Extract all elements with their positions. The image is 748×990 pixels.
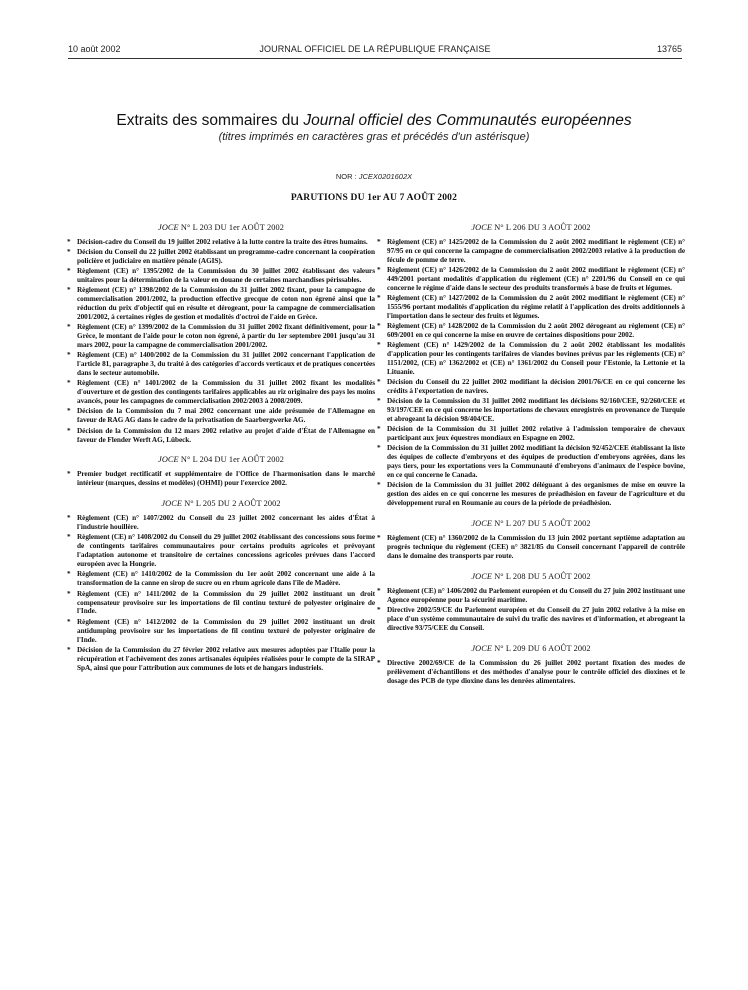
list-item <box>67 618 375 645</box>
asterisk-bullet: * <box>67 267 71 276</box>
item-title: Décision du Conseil du 22 juillet 2002 établissant un programme-cadre concernant la coopération policière et judiciaire en matière pénale (AGIS). <box>77 248 375 266</box>
joce-label: JOCE <box>471 519 493 529</box>
item-title: Règlement (CE) n° 1408/2002 du Conseil du 29 juillet 2002 établissant des concessions sous forme de contingents tarifaires communautaires pour certains produits agricoles et prévoyant l'adaptation autonome et transitoire de certaines concessions agricoles prévues dans l'accord européen avec la Hongrie. <box>77 533 375 569</box>
list-item <box>377 322 685 340</box>
page-title <box>60 112 688 130</box>
asterisk-bullet: * <box>377 238 381 246</box>
list-item <box>377 659 685 686</box>
item-title: Règlement (CE) n° 1395/2002 de la Commission du 30 juillet 2002 établissant des valeurs unitaires pour la détermination de la valeur en douane de certaines marchandises périssables. <box>77 267 375 285</box>
asterisk-bullet: * <box>67 323 71 332</box>
asterisk-bullet: * <box>377 341 381 350</box>
joce-label: JOCE <box>161 499 183 509</box>
joce-label: JOCE <box>471 644 493 654</box>
asterisk-bullet: * <box>67 407 71 416</box>
item-title: Règlement (CE) n° 1411/2002 de la Commission du 29 juillet 2002 instituant un droit compensateur provisoire sur les importations de fil continu texturé de polyester originaire de l'Inde. <box>77 589 375 616</box>
asterisk-bullet: * <box>67 238 71 246</box>
asterisk-bullet: * <box>377 425 381 434</box>
section-item-list <box>377 587 685 633</box>
title-text: Extraits des sommaires du <box>116 112 304 129</box>
item-title: Règlement (CE) n° 1400/2002 de la Commission du 31 juillet 2002 concernant l'application de l'article 81, paragraphe 3, du traité à des catégories d'accords verticaux et de pratiques concertées dans le secteur automobile. <box>77 351 375 378</box>
section-item-list <box>377 238 685 508</box>
list-item <box>377 481 685 508</box>
section-item-list <box>377 659 685 686</box>
item-title: Directive 2002/69/CE de la Commission du 26 juillet 2002 portant fixation des modes de prélèvement d'échantillons et des méthodes d'analyse pour le contrôle officiel des dioxines et le dosage des PCB de type dioxine dans les denrées alimentaires. <box>387 659 685 686</box>
asterisk-bullet: * <box>377 606 381 615</box>
joce-label: JOCE <box>471 223 493 232</box>
list-item <box>67 427 375 445</box>
asterisk-bullet: * <box>67 645 71 654</box>
section-issue: N° L 205 DU 2 AOÛT 2002 <box>182 499 281 509</box>
nor-value: JCEX0201602X <box>358 172 413 181</box>
section-heading <box>67 454 375 465</box>
list-item <box>377 425 685 443</box>
item-title: Décision de la Commission du 31 juillet 2002 relative à l'admission temporaire de chevaux participant aux jeux équestres mondiaux en Espagne en 2002. <box>387 425 685 443</box>
issue-date: 10 août 2002 <box>68 44 121 54</box>
nor-reference <box>0 172 748 181</box>
asterisk-bullet: * <box>67 570 71 579</box>
asterisk-bullet: * <box>67 589 71 598</box>
asterisk-bullet: * <box>67 470 71 479</box>
section-item-list <box>67 470 375 488</box>
section-issue: N° L 203 DU 1er AOÛT 2002 <box>178 223 284 232</box>
section-issue: N° L 207 DU 5 AOÛT 2002 <box>492 519 591 529</box>
item-title: Règlement (CE) n° 1360/2002 de la Commission du 13 juin 2002 portant septième adaptation au progrès technique du règlement (CEE) n° 3821/85 du Conseil concernant l'appareil de contrôle dans le domaine des transports par route. <box>387 534 685 561</box>
asterisk-bullet: * <box>67 248 71 257</box>
asterisk-bullet: * <box>67 351 71 360</box>
list-item <box>377 534 685 561</box>
item-title: Règlement (CE) n° 1407/2002 du Conseil du 23 juillet 2002 concernant les aides d'État à l'industrie houillère. <box>77 514 375 532</box>
item-title: Règlement (CE) n° 1425/2002 de la Commission du 2 août 2002 modifiant le règlement (CE) n° 97/95 en ce qui concerne la campagne de commercialisation 2002/2003 relative à la production de fécule de pomme de terre. <box>387 238 685 264</box>
item-title: Premier budget rectificatif et supplémentaire de l'Office de l'harmonisation dans le marché intérieur (marques, dessins et modèles) (OHMI) pour l'exercice 2002. <box>77 470 375 488</box>
page-number: 13765 <box>656 44 682 54</box>
item-title: Règlement (CE) n° 1429/2002 de la Commission du 2 août 2002 établissant les modalités d'application pour les contingents tarifaires de viandes bovines prévus par les règlements (CE) n° 1151/2002, (CE) n° 1362/2002 et (CE) n° 1361/2002 du Conseil pour l'Estonie, la Lettonie et la Lituanie. <box>387 341 685 377</box>
right-column <box>377 222 685 687</box>
list-item <box>377 238 685 265</box>
item-title: Règlement (CE) n° 1398/2002 de la Commission du 31 juillet 2002 fixant, pour la campagne de commercialisation 2001/2002, la production effective grecque de coton non égrené ainsi que la réduction du prix d'objectif qui en résulte et dérogeant, pour la campagne de commercialisation 2001/2002, à certaines règles de gestion et modalités d'octroi de l'aide en Grèce. <box>77 286 375 322</box>
list-item <box>67 514 375 532</box>
list-item <box>67 570 375 588</box>
list-item <box>67 379 375 406</box>
item-title: Règlement (CE) n° 1428/2002 de la Commission du 2 août 2002 dérogeant au règlement (CE) n° 609/2001 en ce qui concerne la mise en œuvre de certaines dispositions pour 2002. <box>387 322 685 340</box>
item-title: Règlement (CE) n° 1399/2002 de la Commission du 31 juillet 2002 fixant définitivement, pour la Grèce, le montant de l'aide pour le coton non égrené, à partir du 1er septembre 2001 jusqu'au 31 mars 2002, pour la campagne de commercialisation 2001/2002. <box>77 323 375 350</box>
asterisk-bullet: * <box>67 286 71 295</box>
asterisk-bullet: * <box>377 397 381 406</box>
parutions-heading: PARUTIONS DU 1er AU 7 AOÛT 2002 <box>290 193 458 203</box>
item-title: Règlement (CE) n° 1410/2002 de la Commission du 1er août 2002 concernant une aide à la transformation de la canne en sirop de sucre ou en rhum agricole dans l'île de Madère. <box>77 570 375 588</box>
left-column <box>67 222 375 674</box>
joce-label: JOCE <box>158 455 179 465</box>
item-title: Décision de la Commission du 12 mars 2002 relative au projet d'aide d'État de l'Allemagne en faveur de Flender Werft AG, Lübeck. <box>77 426 375 444</box>
list-item <box>67 248 375 266</box>
list-item <box>377 587 685 605</box>
section-heading <box>377 518 685 529</box>
item-title: Décision de la Commission du 31 juillet 2002 déléguant à des organismes de mise en œuvre la gestion des aides en ce qui concerne les mesures de préadhésion en faveur de l'agriculture et du développement rural en Roumanie au cours de la période de préadhésion. <box>387 481 685 508</box>
item-title: Décision de la Commission du 27 février 2002 relative aux mesures adoptées par l'Italie pour la récupération et l'achèvement des zones artisanales équipées réalisées pour le compte de la SIRAP SpA, ainsi que pour l'attribution aux communes de lots et de hangars industriels. <box>77 645 375 672</box>
asterisk-bullet: * <box>377 378 381 387</box>
list-item <box>67 286 375 322</box>
item-title: Décision-cadre du Conseil du 19 juillet 2002 relative à la lutte contre la traite des êtres humains. <box>77 238 368 246</box>
list-item <box>377 444 685 480</box>
nor-label: NOR : <box>335 172 359 181</box>
item-title: Règlement (CE) n° 1401/2002 de la Commission du 31 juillet 2002 fixant les modalités d'ouverture et de gestion des contingents tarifaires applicables au riz originaire des pays les moins avancés, pour les campagnes de commercialisation 2002/2003 à 2008/2009. <box>77 379 375 406</box>
section-heading <box>377 643 685 654</box>
list-item <box>67 646 375 673</box>
asterisk-bullet: * <box>377 587 381 596</box>
list-item <box>67 267 375 285</box>
list-item <box>377 341 685 377</box>
asterisk-bullet: * <box>67 379 71 388</box>
section-item-list <box>67 238 375 444</box>
journal-name: JOURNAL OFFICIEL DE LA RÉPUBLIQUE FRANÇAISE <box>259 44 491 54</box>
section-heading <box>67 498 375 509</box>
joce-label: JOCE <box>471 572 493 582</box>
item-title: Décision de la Commission du 7 mai 2002 concernant une aide présumée de l'Allemagne en faveur de RAG AG dans le cadre de la privatisation de Saarbergwerke AG. <box>77 407 375 425</box>
item-title: Règlement (CE) n° 1426/2002 de la Commission du 2 août 2002 modifiant le règlement (CE) n° 449/2001 portant modalités d'application du règlement (CE) n° 2201/96 du Conseil en ce qui concerne le régime d'aide dans le secteur des produits transformés à base de fruits et légumes. <box>387 266 685 292</box>
item-title: Décision de la Commission du 31 juillet 2002 modifiant les décisions 92/160/CEE, 92/260/CEE et 93/197/CEE en ce qui concerne les importations de chevaux enregistrés en provenance de Turquie et abrogeant la décision 98/404/CE. <box>387 397 685 424</box>
section-heading <box>377 571 685 582</box>
section-issue: N° L 204 DU 1er AOÛT 2002 <box>178 455 284 465</box>
list-item <box>67 323 375 350</box>
running-head <box>68 44 682 58</box>
list-item <box>67 470 375 488</box>
joce-label: JOCE <box>158 223 179 232</box>
item-title: Directive 2002/59/CE du Parlement européen et du Conseil du 27 juin 2002 relative à la mise en place d'un système communautaire de suivi du trafic des navires et d'information, et abrogeant la directive 93/75/CEE du Conseil. <box>387 606 685 633</box>
asterisk-bullet: * <box>377 266 381 275</box>
list-item <box>67 238 375 247</box>
asterisk-bullet: * <box>67 426 71 435</box>
item-title: Décision de la Commission du 31 juillet 2002 modifiant la décision 92/452/CEE établissant la liste des équipes de collecte d'embryons et des équipes de production d'embryons agréées, dans les pays tiers, pour les exportations vers la Communauté d'embryons d'animaux de l'espèce bovine, en ce qui concerne le Canada. <box>387 444 685 480</box>
asterisk-bullet: * <box>67 514 71 523</box>
section-issue: N° L 208 DU 5 AOÛT 2002 <box>492 572 591 582</box>
page-subtitle: (titres imprimés en caractères gras et précédés d'un astérisque) <box>218 131 530 143</box>
asterisk-bullet: * <box>377 322 381 331</box>
item-title: Décision du Conseil du 22 juillet 2002 modifiant la décision 2001/76/CE en ce qui concerne les crédits à l'exportation de navires. <box>387 378 685 396</box>
list-item <box>377 378 685 396</box>
section-item-list <box>67 514 375 672</box>
list-item <box>67 407 375 425</box>
list-item <box>67 351 375 378</box>
title-journal-name: Journal officiel des Communautés européennes <box>303 112 632 129</box>
section-heading <box>377 222 685 233</box>
list-item <box>377 606 685 633</box>
asterisk-bullet: * <box>377 534 381 543</box>
asterisk-bullet: * <box>377 444 381 453</box>
item-title: Règlement (CE) n° 1427/2002 de la Commission du 2 août 2002 modifiant le règlement (CE) n° 1555/96 portant modalités d'application du régime relatif à l'application des droits additionnels à l'importation dans le secteur des fruits et légumes. <box>387 294 685 320</box>
asterisk-bullet: * <box>377 481 381 490</box>
asterisk-bullet: * <box>67 533 71 542</box>
asterisk-bullet: * <box>377 659 381 668</box>
list-item <box>67 533 375 569</box>
asterisk-bullet: * <box>67 617 71 626</box>
asterisk-bullet: * <box>377 294 381 303</box>
section-issue: N° L 209 DU 6 AOÛT 2002 <box>492 644 591 654</box>
section-item-list <box>377 534 685 561</box>
list-item <box>67 590 375 617</box>
list-item <box>377 397 685 424</box>
header-rule <box>68 58 682 59</box>
section-issue: N° L 206 DU 3 AOÛT 2002 <box>492 223 591 232</box>
list-item <box>377 266 685 293</box>
item-title: Règlement (CE) n° 1412/2002 de la Commission du 29 juillet 2002 instituant un droit antidumping provisoire sur les importations de fil continu texturé de polyester originaire de l'Inde. <box>77 617 375 644</box>
section-heading <box>67 222 375 233</box>
item-title: Règlement (CE) n° 1406/2002 du Parlement européen et du Conseil du 27 juin 2002 instituant une Agence européenne pour la sécurité maritime. <box>387 587 685 605</box>
list-item <box>377 294 685 321</box>
